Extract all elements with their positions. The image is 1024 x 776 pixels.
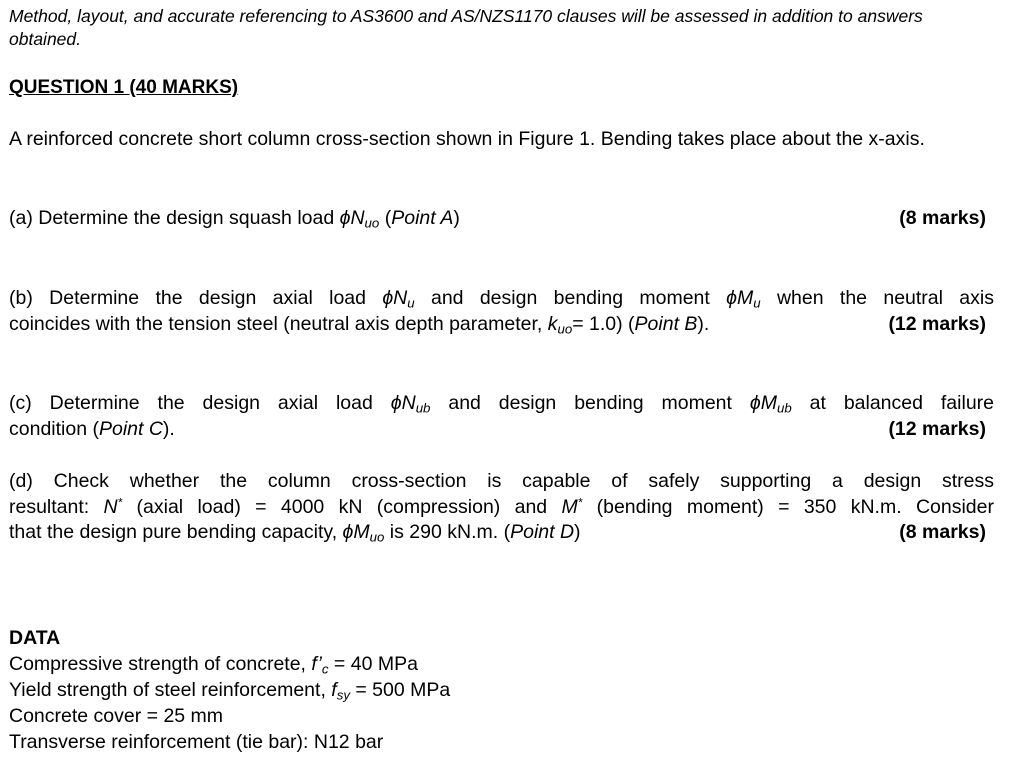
part-c-line-1: (c) Determine the design axial load $\phi N_{ub}$ and design bending moment $\phi M_{ub}$ at balanced failure bbox=[9, 392, 994, 416]
part-b-line-1: (b) Determine the design axial load $\phi N_u$ and design bending moment $\phi M_u$ when the neutral axis bbox=[9, 287, 994, 311]
part-d-line-1: (d) Check whether the column cross-section is capable of safely supporting a design stress bbox=[9, 470, 994, 492]
data-steel-yield-strength: Yield strength of steel reinforcement, $f_{sy} = 500$ MPa bbox=[9, 679, 451, 703]
part-d-axial-symbol: N* bbox=[103, 495, 123, 518]
part-a-point: Point A bbox=[391, 207, 454, 229]
part-d-line-3: that the design pure bending capacity, $\phi M_{uo}$ is 290 kN.m. (Point D) (8 marks) bbox=[9, 521, 986, 545]
fsy-symbol: $f_{sy}$ bbox=[331, 679, 350, 703]
part-b-marks: (12 marks) bbox=[888, 312, 986, 335]
part-a: (a) Determine the design squash load $\phi N_{uo}$ (Point A) (8 marks) bbox=[9, 207, 986, 231]
part-c-moment-symbol: $\phi M_{ub}$ bbox=[749, 392, 792, 416]
part-c-marks: (12 marks) bbox=[888, 417, 986, 440]
assessment-note: Method, layout, and accurate referencing to AS3600 and AS/NZS1170 clauses will be assessed in addition to answers obtained. bbox=[9, 6, 923, 49]
part-b-kuo-symbol: $k_{uo}$ bbox=[547, 312, 573, 337]
part-a-symbol: $\phi N_{uo}$ bbox=[339, 207, 380, 231]
fc-symbol: $f’_c$ bbox=[311, 653, 329, 677]
part-c-point: Point C bbox=[98, 417, 163, 440]
part-d-line-2: resultant: N* (axial load) = 4000 kN (compression) and M* (bending moment) = 350 kN.m. Consider bbox=[9, 495, 994, 518]
part-a-text: (a) Determine the design squash load bbox=[9, 207, 340, 229]
part-d-point: Point D bbox=[510, 521, 575, 543]
part-c-axial-symbol: $\phi N_{ub}$ bbox=[390, 392, 431, 416]
part-b-moment-symbol: $\phi M_u$ bbox=[726, 287, 761, 311]
part-a-marks: (8 marks) bbox=[899, 207, 986, 229]
part-b-point: Point B bbox=[634, 312, 698, 335]
data-concrete-strength: Compressive strength of concrete, $f’_c = 40$ MPa bbox=[9, 653, 418, 677]
data-heading: DATA bbox=[9, 627, 61, 649]
part-b-axial-symbol: $\phi N_u$ bbox=[382, 287, 415, 311]
question-heading: QUESTION 1 (40 MARKS) bbox=[9, 77, 239, 98]
part-d-marks: (8 marks) bbox=[899, 521, 986, 543]
document-page bbox=[9, 0, 994, 776]
part-d-moment-symbol: M* bbox=[561, 495, 583, 518]
part-c-line-2: condition (Point C). (12 marks) bbox=[9, 417, 994, 443]
part-d-muo-symbol: $\phi M_{uo}$ bbox=[342, 521, 385, 545]
part-b-line-2: coincides with the tension steel (neutral axis depth parameter, $k_{uo}= 1.0$) (Point B). (12 marks) bbox=[9, 312, 986, 337]
data-tie-bar: Transverse reinforcement (tie bar): N12 bar bbox=[9, 731, 384, 753]
data-concrete-cover: Concrete cover = 25 mm bbox=[9, 705, 224, 727]
problem-statement: A reinforced concrete short column cross-section shown in Figure 1. Bending takes place about the x-axis. bbox=[9, 128, 925, 150]
